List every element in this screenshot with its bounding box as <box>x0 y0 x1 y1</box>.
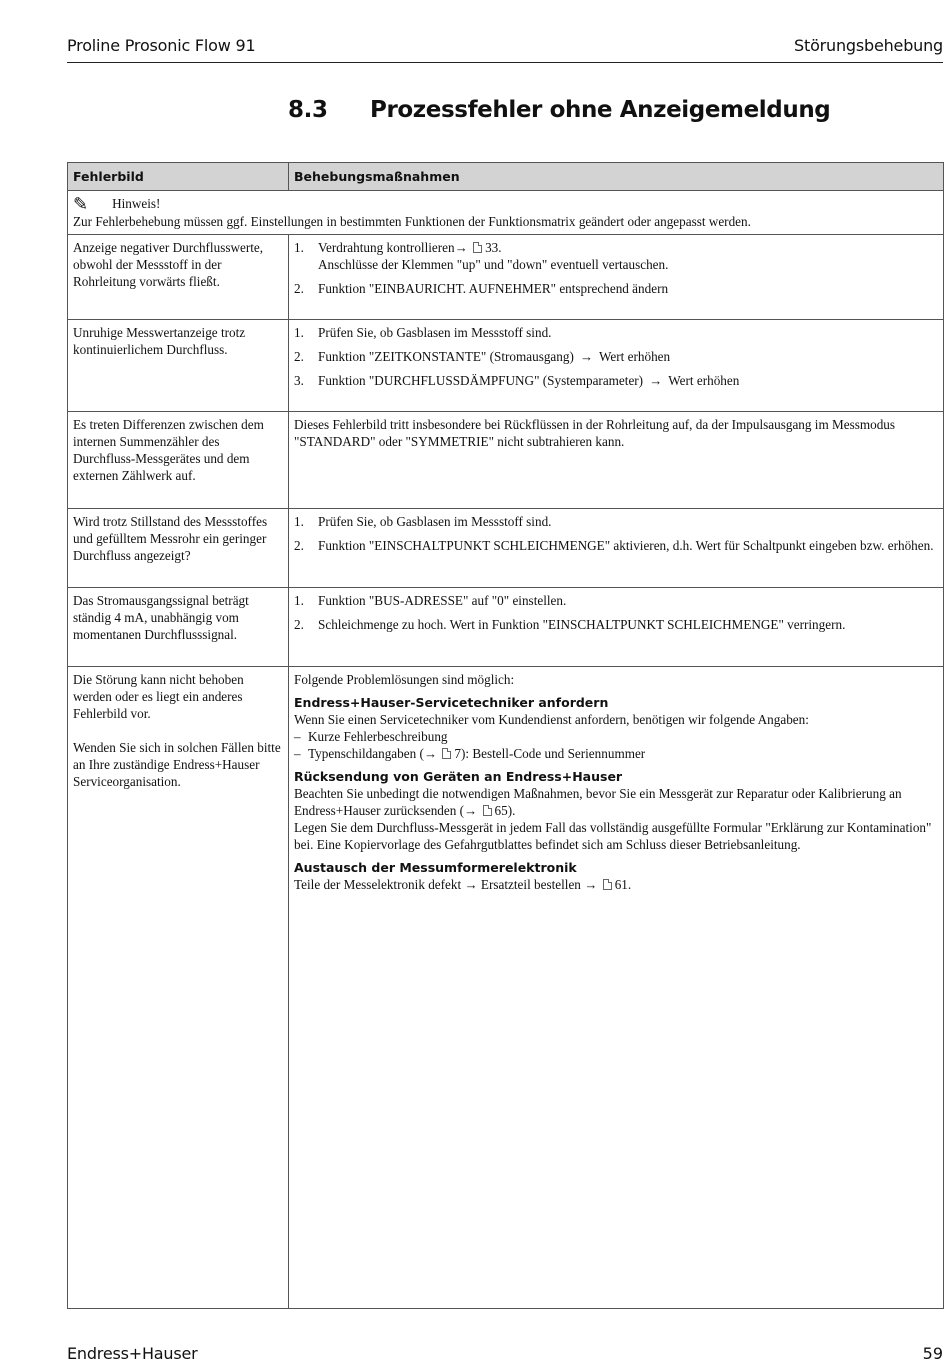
troubleshooting-table <box>67 162 944 1309</box>
table-row <box>68 235 944 320</box>
contamination-text: Legen Sie dem Durchfluss-Messgerät in jedem Fall das vollständig ausgefüllte Formular "Erklärung zur Kontamination" bei. Eine Kopiervorlage des Gefahrgutblattes befindet sich am Schluss dieser Betriebsanleitung. <box>294 820 932 852</box>
fault-cell: Wird trotz Stillstand des Messstoffes und gefülltem Messrohr ein geringer Durchfluss angezeigt? <box>68 509 289 588</box>
page-number: 59 <box>922 1344 943 1363</box>
table-row <box>68 588 944 667</box>
remedy-cell <box>289 320 944 412</box>
section-title <box>288 97 830 123</box>
fault-cell <box>68 667 289 1309</box>
note-label: Hinweis! <box>112 196 161 211</box>
fault-text: Die Störung kann nicht behoben werden oder es liegt ein anderes Fehlerbild vor. <box>73 672 244 721</box>
contact-text: Wenden Sie sich in solchen Fällen bitte an Ihre zuständige Endress+Hauser Serviceorganisation. <box>73 740 281 789</box>
table-row <box>68 509 944 588</box>
list-item: – Typenschildangaben (→ 7): Bestell-Code und Seriennummer <box>294 745 938 762</box>
table-header-row <box>68 163 944 191</box>
section-heading: Prozessfehler ohne Anzeigemeldung <box>370 97 831 123</box>
header-section: Störungsbehebung <box>794 36 943 55</box>
note-pencil-icon: ✎ <box>73 194 89 214</box>
header-product: Proline Prosonic Flow 91 <box>67 36 256 55</box>
fault-cell: Es treten Differenzen zwischen dem internen Summenzähler des Durchfluss-Messgerätes und dem externen Zählwerk auf. <box>68 412 289 509</box>
remedy-intro: Folgende Problemlösungen sind möglich: <box>294 672 515 687</box>
remedy-step: 2. Schleichmenge zu hoch. Wert in Funktion "EINSCHALTPUNKT SCHLEICHMENGE" verringern. <box>294 617 846 632</box>
note-cell <box>68 191 944 235</box>
remedy-step: 2. Funktion "EINSCHALTPUNKT SCHLEICHMENGE" aktivieren, d.h. Wert für Schaltpunkt eingeben bzw. erhöhen. <box>294 538 934 553</box>
remedy-cell: Dieses Fehlerbild tritt insbesondere bei Rückflüssen in der Rohrleitung auf, da der Impulsausgang im Messmodus "STANDARD" oder "SYMMETRIE" nicht subtrahieren kann. <box>289 412 944 509</box>
table-row <box>68 412 944 509</box>
remedy-step: 3. Funktion "DURCHFLUSSDÄMPFUNG" (Systemparameter) → Wert erhöhen <box>294 373 740 388</box>
remedy-step: 1. Prüfen Sie, ob Gasblasen im Messstoff sind. <box>294 514 552 529</box>
list-item: – Kurze Fehlerbeschreibung <box>294 728 938 745</box>
footer-company: Endress+Hauser <box>67 1344 198 1363</box>
electronics-heading: Austausch der Messumformerelektronik <box>294 860 577 875</box>
service-text: Wenn Sie einen Servicetechniker vom Kundendienst anfordern, benötigen wir folgende Angaben: <box>294 712 809 727</box>
remedy-step: 2. Funktion "EINBAURICHT. AUFNEHMER" entsprechend ändern <box>294 281 669 296</box>
section-number: 8.3 <box>288 97 328 123</box>
electronics-text: Teile der Messelektronik defekt → Ersatzteil bestellen → 61. <box>294 877 632 892</box>
remedy-cell <box>289 509 944 588</box>
page-header <box>67 36 943 63</box>
remedy-cell <box>289 588 944 667</box>
remedy-step: 1. Verdrahtung kontrollieren→ 33. Anschlüsse der Klemmen "up" und "down" eventuell vertauschen. <box>294 240 669 272</box>
remedy-cell <box>289 235 944 320</box>
fault-cell: Anzeige negativer Durchflusswerte, obwohl der Messstoff in der Rohrleitung vorwärts fließt. <box>68 235 289 320</box>
remedy-cell <box>289 667 944 1309</box>
remedy-step: 1. Funktion "BUS-ADRESSE" auf "0" einstellen. <box>294 593 567 608</box>
page-ref-icon <box>442 748 451 759</box>
page-ref-icon <box>603 879 612 890</box>
column-header-fault: Fehlerbild <box>68 163 289 191</box>
fault-cell: Unruhige Messwertanzeige trotz kontinuierlichem Durchfluss. <box>68 320 289 412</box>
column-header-remedy: Behebungsmaßnahmen <box>289 163 944 191</box>
page-ref-icon <box>473 242 482 253</box>
service-heading: Endress+Hauser-Servicetechniker anfordern <box>294 695 609 710</box>
remedy-step: 2. Funktion "ZEITKONSTANTE" (Stromausgang) → Wert erhöhen <box>294 349 671 364</box>
return-heading: Rücksendung von Geräten an Endress+Hauser <box>294 769 623 784</box>
remedy-step: 1. Prüfen Sie, ob Gasblasen im Messstoff sind. <box>294 325 552 340</box>
return-text: Beachten Sie unbedingt die notwendigen Maßnahmen, bevor Sie ein Messgerät zur Reparatur oder Kalibrierung an Endress+Hauser zurücksenden (→ 65). <box>294 786 902 818</box>
page-ref-icon <box>483 805 492 816</box>
fault-cell: Das Stromausgangssignal beträgt ständig 4 mA, unabhängig vom momentanen Durchflusssignal. <box>68 588 289 667</box>
note-text: Zur Fehlerbehebung müssen ggf. Einstellungen in bestimmten Funktionen der Funktionsmatrix geändert oder angepasst werden. <box>73 214 751 229</box>
table-row <box>68 320 944 412</box>
note-row <box>68 191 944 235</box>
table-row <box>68 667 944 1309</box>
